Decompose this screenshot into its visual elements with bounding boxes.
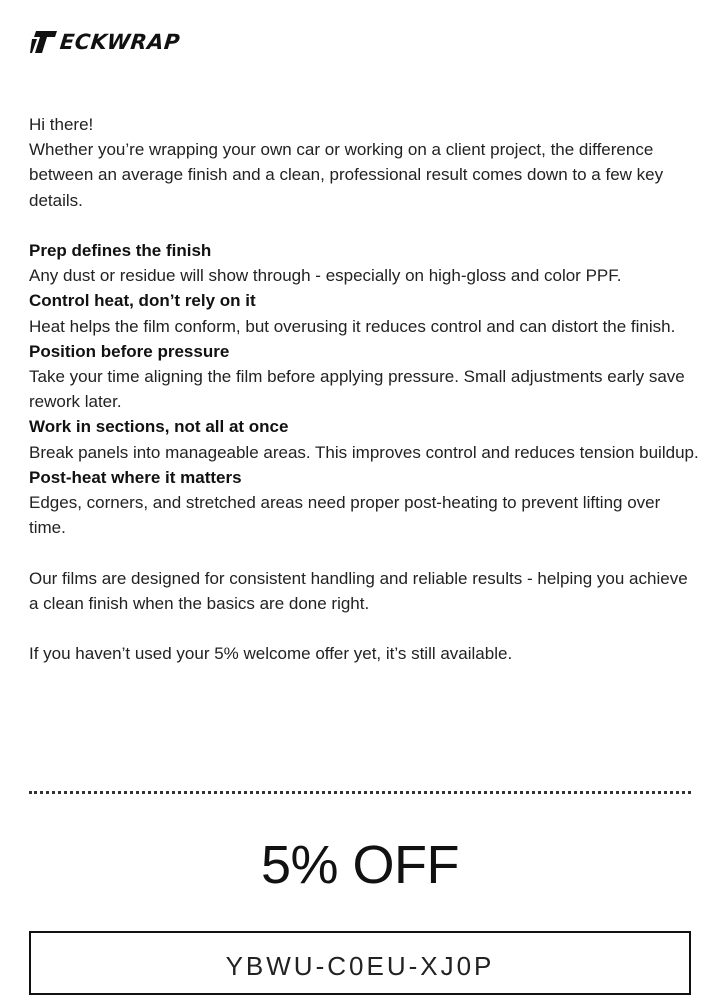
tip-title: Position before pressure: [29, 341, 230, 361]
tip-title: Post-heat where it matters: [29, 467, 242, 487]
offer-note: If you haven’t used your 5% welcome offer yet, it’s still available.: [29, 644, 513, 664]
spacer: [29, 213, 699, 238]
dotted-divider: [29, 791, 691, 794]
tip-body: Edges, corners, and stretched areas need proper post-heating to prevent lifting over time.: [29, 493, 661, 538]
tip-title: Prep defines the finish: [29, 241, 212, 260]
tip-body: Any dust or residue will show through - especially on high-gloss and color PPF.: [29, 266, 622, 286]
films-note: Our films are designed for consistent handling and reliable results - helping you achieve a clean finish when the basics are done right.: [29, 568, 688, 613]
discount-code-box[interactable]: [29, 931, 691, 995]
tip-body: Take your time aligning the film before applying pressure. Small adjustments early save rework later.: [29, 367, 685, 412]
spacer: [29, 540, 699, 565]
email-body: [29, 112, 699, 666]
brand-name: ECKWRAP: [58, 30, 182, 54]
tip-body: Break panels into manageable areas. This improves control and reduces tension buildup.: [29, 442, 699, 462]
discount-code[interactable]: YBWU-C0EU-XJ0P: [225, 951, 495, 981]
intro-paragraph: Whether you’re wrapping your own car or working on a client project, the difference between an average finish and a clean, professional result comes down to a few key details.: [29, 140, 664, 210]
teckwrap-logo-icon: [30, 30, 58, 54]
spacer: [29, 616, 699, 641]
tip-title: Control heat, don’t rely on it: [29, 291, 256, 311]
brand-logo[interactable]: [30, 29, 180, 55]
tip-body: Heat helps the film conform, but overusing it reduces control and can distort the finish.: [29, 316, 676, 336]
offer-headline: 5% OFF: [260, 835, 460, 895]
tip-title: Work in sections, not all at once: [29, 417, 289, 437]
greeting: Hi there!: [29, 115, 94, 134]
